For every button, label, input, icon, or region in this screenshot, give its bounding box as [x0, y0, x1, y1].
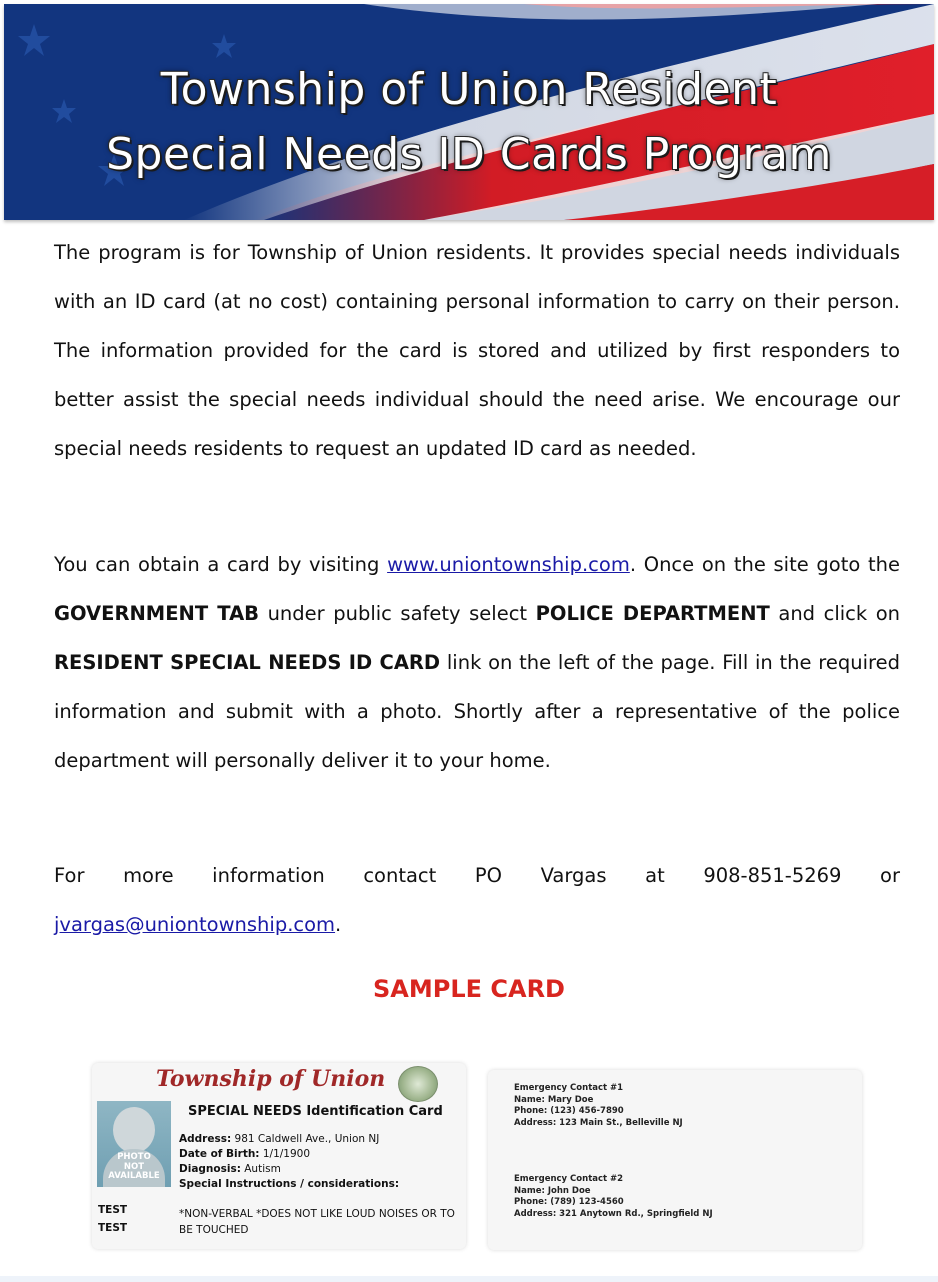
sample-card-back — [488, 1070, 862, 1250]
instructions-text-1: You can obtain a card by visiting — [54, 553, 388, 576]
contact-1-heading: Emergency Contact #1 — [514, 1083, 624, 1093]
contact-1-phone: Phone: (123) 456-7890 — [514, 1106, 624, 1116]
card-front-details — [179, 1132, 399, 1192]
test-label-2: TEST — [98, 1222, 128, 1234]
contact-text-1: For more information contact PO Vargas at 908-851-5269 or — [54, 864, 900, 887]
dob-row — [179, 1147, 399, 1162]
contact-1-address: Address: 123 Main St., Belleville NJ — [514, 1117, 683, 1128]
person-head-icon — [113, 1107, 155, 1153]
card-front-title: Township of Union — [156, 1066, 386, 1092]
special-needs-card-label: RESIDENT SPECIAL NEEDS ID CARD — [54, 651, 441, 674]
contact-paragraph — [54, 851, 900, 949]
sample-card-title: SAMPLE CARD — [373, 975, 565, 1003]
diagnosis-label: Diagnosis: — [179, 1163, 241, 1175]
contact-2-phone: Phone: (789) 123-4560 — [514, 1197, 624, 1207]
photo-text-line-1: PHOTO — [117, 1152, 151, 1162]
police-department-label: POLICE DEPARTMENT — [535, 602, 770, 625]
township-seal-icon — [398, 1066, 438, 1102]
instructions-value: *NON-VERBAL *DOES NOT LIKE LOUD NOISES OR TO BE TOUCHED — [179, 1208, 455, 1236]
test-label-1: TEST — [98, 1204, 128, 1216]
page-bottom-edge — [0, 1276, 938, 1282]
photo-placeholder — [97, 1101, 171, 1187]
contact-2-name: Name: John Doe — [514, 1185, 591, 1196]
instructions-paragraph — [54, 540, 900, 785]
contact-2-heading: Emergency Contact #2 — [514, 1174, 624, 1184]
dob-value: 1/1/1900 — [259, 1148, 311, 1160]
instructions-text-5: link on the left of the page. Fill in the required information and submit with a photo. Shortly after a representative of the police department will personally deliver it to your home. — [54, 651, 900, 772]
instructions-row — [179, 1177, 399, 1192]
header-banner — [4, 4, 934, 220]
banner-title-line-2: Special Needs ID Cards Program — [106, 129, 832, 180]
instructions-text-2: . Once on the site goto the — [629, 553, 900, 576]
contact-2-address: Address: 321 Anytown Rd., Springfield NJ — [514, 1208, 713, 1219]
intro-paragraph: The program is for Township of Union residents. It provides special needs individuals with an ID card (at no cost) containing personal information to carry on their person. The information provided for the card is stored and utilized by first responders to better assist the special needs individual should the need arise. We encourage our special needs residents to request an updated ID card as needed. — [54, 241, 900, 460]
government-tab-label: GOVERNMENT TAB — [54, 602, 260, 625]
contact-text-2: . — [335, 913, 342, 936]
sample-card-front — [92, 1063, 466, 1249]
card-front-subtitle: SPECIAL NEEDS Identification Card — [188, 1104, 443, 1119]
address-row — [179, 1132, 399, 1147]
photo-text-line-2: NOT — [123, 1161, 145, 1172]
contact-1-name: Name: Mary Doe — [514, 1094, 594, 1105]
diagnosis-row — [179, 1162, 399, 1177]
instructions-text-4: and click on — [769, 602, 900, 625]
emergency-contact-2 — [514, 1174, 713, 1220]
photo-not-available-text — [97, 1153, 171, 1182]
instructions-label: Special Instructions / considerations: — [179, 1178, 400, 1190]
banner-title-line-1: Township of Union Resident — [160, 64, 778, 115]
email-link[interactable]: jvargas@uniontownship.com — [54, 913, 336, 936]
dob-label: Date of Birth: — [179, 1148, 260, 1160]
photo-text-line-3: AVAILABLE — [108, 1171, 160, 1181]
diagnosis-value: Autism — [240, 1163, 281, 1175]
address-value: 981 Caldwell Ave., Union NJ — [231, 1133, 380, 1145]
instructions-text-3: under public safety select — [259, 602, 536, 625]
website-link[interactable]: www.uniontownship.com — [387, 553, 630, 576]
emergency-contact-1 — [514, 1083, 683, 1129]
address-label: Address: — [179, 1133, 232, 1145]
